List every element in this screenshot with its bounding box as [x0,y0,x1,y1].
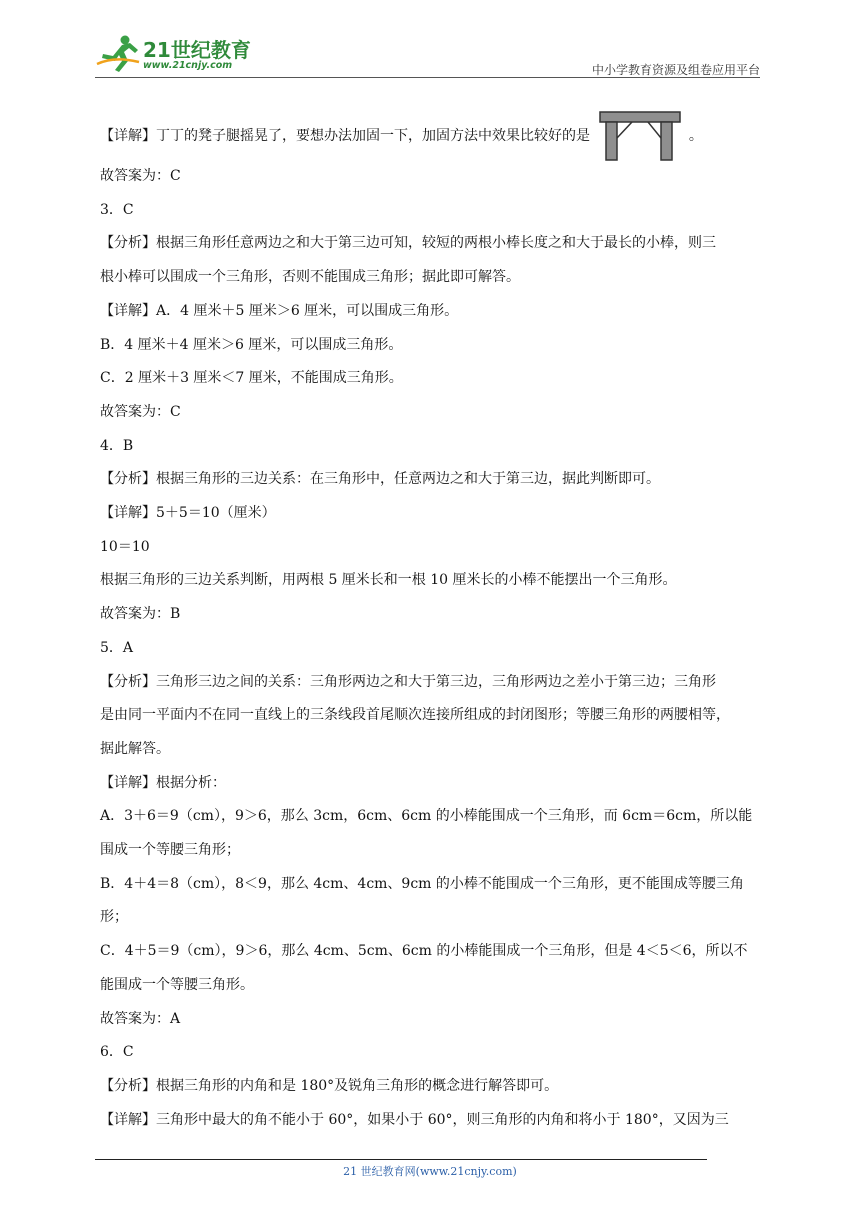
header-divider [95,77,760,78]
text-line: 【分析】根据三角形的内角和是 180°及锐角三角形的概念进行解答即可。 [100,1077,559,1094]
text-line: 5．A [100,639,134,656]
text-line: 【详解】根据分析： [100,774,226,791]
text-line: C．2 厘米＋3 厘米＜7 厘米，不能围成三角形。 [100,370,403,387]
page-header [95,30,760,80]
text-line: 【分析】三角形三边之间的关系：三角形两边之和大于第三边，三角形两边之差小于第三边；三角形 [100,673,716,690]
text-line: 【分析】根据三角形的三边关系：在三角形中，任意两边之和大于第三边，据此判断即可。 [100,471,660,488]
text-line: 3．C [100,201,134,218]
text-line [100,110,765,160]
page-footer: 21 世纪教育网(www.21cnjy.com) [343,1165,517,1178]
text-line: B．4＋4＝8（cm），8＜9，那么 4cm、4cm、9cm 的小棒不能围成一个三角形，更不能围成等腰三角 [100,875,744,892]
text-line: 根据三角形的三边关系判断，用两根 5 厘米长和一根 10 厘米长的小棒不能摆出一个三角形。 [100,572,677,589]
text-line: 根小棒可以围成一个三角形，否则不能围成三角形；据此即可解答。 [100,269,520,286]
logo-url: www.21cnjy.com [143,60,233,71]
reinforced-stool-icon [598,110,682,162]
logo-text: 21世纪教育 [143,38,251,62]
text-line: 是由同一平面内不在同一直线上的三条线段首尾顺次连接所组成的封闭图形；等腰三角形的两腰相等， [100,707,730,724]
header-platform-text: 中小学教育资源及组卷应用平台 [591,63,760,77]
text-line: 故答案为：A [100,1010,181,1027]
text-line: 故答案为：C [100,403,181,420]
footer-divider [95,1159,707,1160]
text-line: 故答案为：C [100,168,181,184]
text-line: 【分析】根据三角形任意两边之和大于第三边可知，较短的两根小棒长度之和大于最长的小棒，则三 [100,235,716,252]
text-line: 据此解答。 [100,740,170,757]
text-line: 10＝10 [100,538,150,555]
runner-logo-icon [95,34,141,74]
line-end-period: 。 [688,128,703,144]
text-line: C．4＋5＝9（cm），9＞6，那么 4cm、5cm、6cm 的小棒能围成一个三角形，但是 4＜5＜6，所以不 [100,943,748,960]
text-line: A．3＋6＝9（cm），9＞6，那么 3cm，6cm、6cm 的小棒能围成一个三角形，而 6cm＝6cm，所以能 [100,808,753,825]
text-line: 故答案为：B [100,606,181,623]
text-line: 能围成一个等腰三角形。 [100,976,254,993]
text-line: B．4 厘米＋4 厘米＞6 厘米，可以围成三角形。 [100,336,403,353]
text-line: 【详解】三角形中最大的角不能小于 60°，如果小于 60°，则三角形的内角和将小于 180°，又因为三 [100,1111,729,1128]
text-line: 形； [100,909,128,926]
text-line: 6．C [100,1044,134,1061]
logo [95,34,265,76]
answer-content [100,110,765,1137]
line-text: 【详解】丁丁的凳子腿摇晃了，要想办法加固一下，加固方法中效果比较好的是 [100,128,590,144]
text-line: 围成一个等腰三角形； [100,842,240,859]
text-line: 【详解】A．4 厘米＋5 厘米＞6 厘米，可以围成三角形。 [100,302,459,319]
text-line: 4．B [100,437,134,454]
text-line: 【详解】5＋5＝10（厘米） [100,505,276,522]
